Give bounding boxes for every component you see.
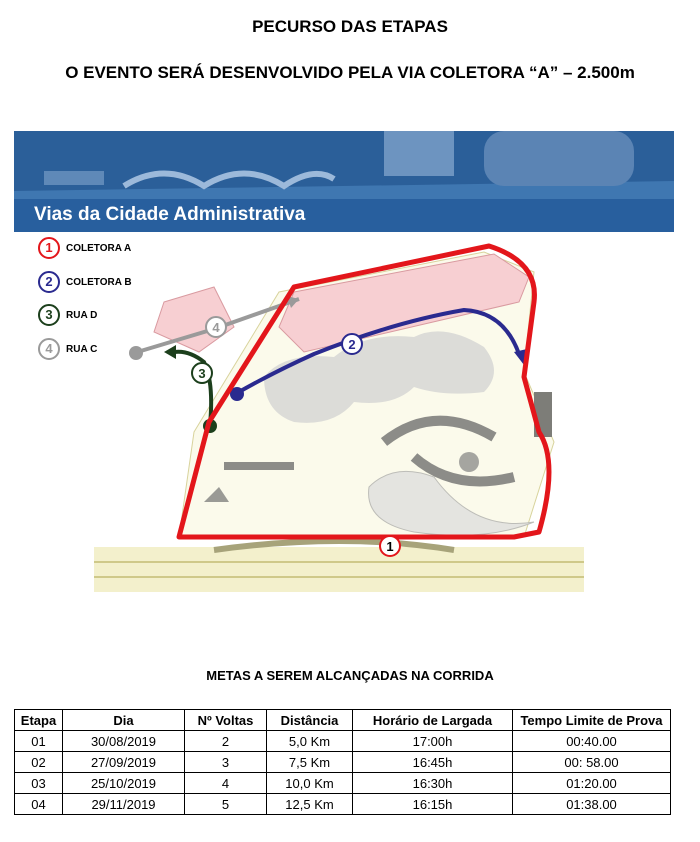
- header-dia: Dia: [63, 710, 185, 731]
- header-tempo-limite: Tempo Limite de Prova: [513, 710, 671, 731]
- cell: 01:20.00: [513, 773, 671, 794]
- legend-coletora-a: 1 COLETORA A: [38, 237, 131, 259]
- cell: 04: [15, 794, 63, 815]
- cell: 02: [15, 752, 63, 773]
- legend-rua-d: 3 RUA D: [38, 304, 97, 326]
- table-row: [15, 794, 671, 815]
- marker-2: [342, 334, 362, 354]
- cell: 16:45h: [353, 752, 513, 773]
- page-subtitle: O EVENTO SERÁ DESENVOLVIDO PELA VIA COLETORA “A” – 2.500m: [65, 63, 635, 82]
- cell: 27/09/2019: [63, 752, 185, 773]
- highway: [94, 541, 584, 592]
- svg-text:2: 2: [348, 337, 356, 352]
- svg-text:1: 1: [386, 539, 394, 554]
- cell: 01: [15, 731, 63, 752]
- cell: 16:15h: [353, 794, 513, 815]
- cell: 00:40.00: [513, 731, 671, 752]
- cell: 30/08/2019: [63, 731, 185, 752]
- cell: 12,5 Km: [267, 794, 353, 815]
- marker-3: [192, 363, 212, 383]
- cell: 3: [185, 752, 267, 773]
- cell: 5: [185, 794, 267, 815]
- legend-coletora-b: 2 COLETORA B: [38, 271, 132, 293]
- header-distancia: Distância: [267, 710, 353, 731]
- metas-table: [14, 709, 671, 815]
- cell: 01:38.00: [513, 794, 671, 815]
- cell: 25/10/2019: [63, 773, 185, 794]
- cell: 4: [185, 773, 267, 794]
- page-title: PECURSO DAS ETAPAS: [252, 17, 448, 36]
- cell: 17:00h: [353, 731, 513, 752]
- header-etapa: Etapa: [15, 710, 63, 731]
- legend-rua-c: 4 RUA C: [38, 338, 97, 360]
- cell: 03: [15, 773, 63, 794]
- cell: 5,0 Km: [267, 731, 353, 752]
- cell: 29/11/2019: [63, 794, 185, 815]
- header-voltas: Nº Voltas: [185, 710, 267, 731]
- table-header-row: [15, 710, 671, 731]
- cell: 16:30h: [353, 773, 513, 794]
- cell: 10,0 Km: [267, 773, 353, 794]
- table-row: [15, 773, 671, 794]
- svg-text:4: 4: [212, 320, 220, 335]
- map-banner: [14, 131, 674, 232]
- banner-title: Vias da Cidade Administrativa: [34, 204, 306, 225]
- cell: 2: [185, 731, 267, 752]
- marker-4: [206, 317, 226, 337]
- table-row: [15, 731, 671, 752]
- cell: 00: 58.00: [513, 752, 671, 773]
- cell: 7,5 Km: [267, 752, 353, 773]
- table-row: [15, 752, 671, 773]
- header-horario: Horário de Largada: [353, 710, 513, 731]
- metas-title: METAS A SEREM ALCANÇADAS NA CORRIDA: [206, 668, 494, 683]
- svg-text:3: 3: [198, 366, 206, 381]
- marker-1: [380, 536, 400, 556]
